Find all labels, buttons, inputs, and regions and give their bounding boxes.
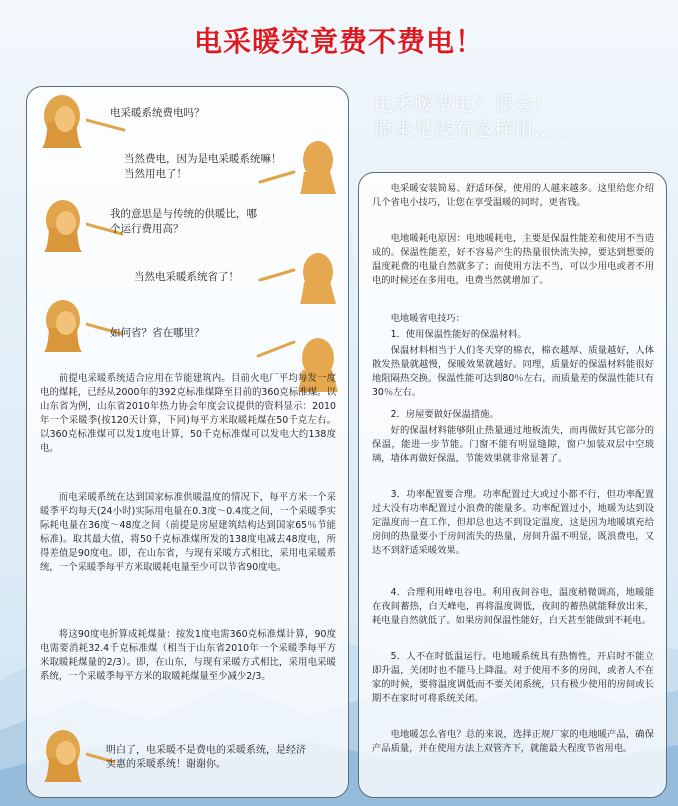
page-title: 电采暖究竟费不费电！ bbox=[193, 25, 484, 58]
dialogue-line-3: 我的意思是与传统的供暖比，哪个运行费用高？ bbox=[110, 208, 257, 235]
tips-closing: 电地暖怎么省电？总的来说，选择正规厂家的电地暖产品，确保产品质量，并在使用方法上双管齐下，就能最大程度节省用电。 bbox=[372, 729, 654, 754]
man-avatar-icon bbox=[294, 250, 340, 304]
tip-4: 4．合理利用峰电谷电。利用夜间谷电，温度稍微调高，地暖能在夜间蓄热，白天峰电，再将温度调低，夜间的蓄热就能释放出来，耗电量自然就低了。如果房间保温性能好，白天甚至能做到不耗电。 bbox=[372, 587, 654, 626]
woman-avatar-icon bbox=[40, 298, 86, 352]
tips-heading: 电地暖省电技巧： bbox=[390, 313, 465, 324]
tip-2-title: 2．房屋要做好保温措施。 bbox=[390, 409, 499, 420]
tip-1-title: 1．使用保温性能好的保温材料。 bbox=[390, 329, 527, 340]
tip-3: 3．功率配置要合理。功率配置过大或过小都不行，但功率配置过大没有功率配置过小浪费的能量多。功率配置过小，地暖为达到设定温度而一直工作，但却总也达不到设定温度，这是因为地暖填充给房间的热量要小于房间流失的热量，房间升温不明显，既浪费电，又达不到舒适采暖效果。 bbox=[372, 489, 654, 556]
dialogue-line-2: 当然费电，因为是电采暖系统嘛！当然用电了！ bbox=[124, 153, 282, 180]
tip-1-body: 保温材料相当于人们冬天穿的棉衣，棉衣越厚、质量越好，人体散发热量就越慢，保暖效果就越好。同理，质量好的保温材料能很好地阻隔热交换。保温性能可达到80％左右，而质量差的保温性能只有30％左右。 bbox=[372, 345, 654, 398]
dialogue-line-5: 如何省？省在哪里？ bbox=[110, 327, 205, 339]
man-avatar-icon bbox=[294, 138, 340, 194]
right-header-line1: 电采暖费电？误会！ bbox=[374, 93, 555, 115]
woman-avatar-icon bbox=[40, 728, 86, 782]
speech-line-icon bbox=[256, 340, 296, 358]
right-header-line2: 原来是没有这样用…… bbox=[374, 119, 575, 141]
tips-intro: 电采暖安装简易、舒适环保，使用的人越来越多。这里给您介绍几个省电小技巧，让您在享受温暖的同时，更省钱。 bbox=[372, 183, 654, 208]
dialogue-line-4: 当然电采暖系统省了！ bbox=[134, 271, 239, 283]
body-paragraph: 将这90度电折算成耗煤量：按发1度电需360克标准煤计算，90度电需要消耗32.4千克标准煤（相当于山东省2010年一个采暖季每平方米取暖耗煤量的2/3）。即，在山东，与现有采暖方式相比，采用电采暖系统，一个采暖季每平方米的取暖耗煤量至少减少2/3。 bbox=[40, 629, 336, 683]
dialogue-line-1: 电采暖系统费电吗？ bbox=[110, 107, 205, 119]
body-paragraph: 而电采暖系统在达到国家标准供暖温度的情况下，每平方米一个采暖季平均每天(24小时)实际用电量在0.3度～0.4度之间，一个采暖季实际耗电量在36度～48度之间（前提是房屋建筑结构达到国家65％节能标准)。取其最大值，将50千克标准煤所发的138度电减去48度电，所得差值是90度电。即，在山东省，与现有采暖方式相比，采用电采暖系统，一个采暖季每平方米取暖耗电量至少可以节省90度电。 bbox=[40, 492, 336, 574]
tip-2-body: 好的保温材料能够阻止热量通过地板流失，而再做好其它部分的保温，能进一步节能。门窗不能有明显缝隙，窗户加装双层中空玻璃，墙体再做好保温，节能效果就非常显著了。 bbox=[372, 425, 654, 464]
woman-avatar-icon bbox=[38, 92, 86, 148]
woman-avatar-icon bbox=[40, 198, 86, 252]
tip-5: 5．人不在时低温运行。电地暖系统具有热惰性，开启时不能立即升温，关闭时也不能马上降温。对于使用不多的房间，或者人不在家的时候，要将温度调低而不要关闭系统，只有极少使用的房间或长期不在家时可将系统关闭。 bbox=[372, 651, 654, 704]
closing-quote: 明白了，电采暖不是费电的采暖系统，是经济实惠的采暖系统！谢谢你。 bbox=[106, 745, 306, 770]
tips-cause: 电地暖耗电原因：电地暖耗电，主要是保温性能差和使用不当造成的。保温性能差，好不容易产生的热量很快流失掉，要达到想要的温度耗费的电量自然就多了；而使用方法不当，可以少用电或者不用电的时候还在多用电，电费当然就增加了。 bbox=[372, 233, 654, 286]
body-paragraph: 前提电采暖系统适合应用在节能建筑内。目前火电厂平均每发一度电的煤耗，已经从2000年的392克标准煤降至目前的360克标准煤。以山东省为例，山东省2010年热力协会年度会议提供的资料显示：2010年一个采暖季(按120天计算，下同)每平方米取暖耗煤在50千克左右。以360克标准煤可以发1度电计算，50千克标准煤可以发电大约138度电。 bbox=[40, 373, 336, 455]
